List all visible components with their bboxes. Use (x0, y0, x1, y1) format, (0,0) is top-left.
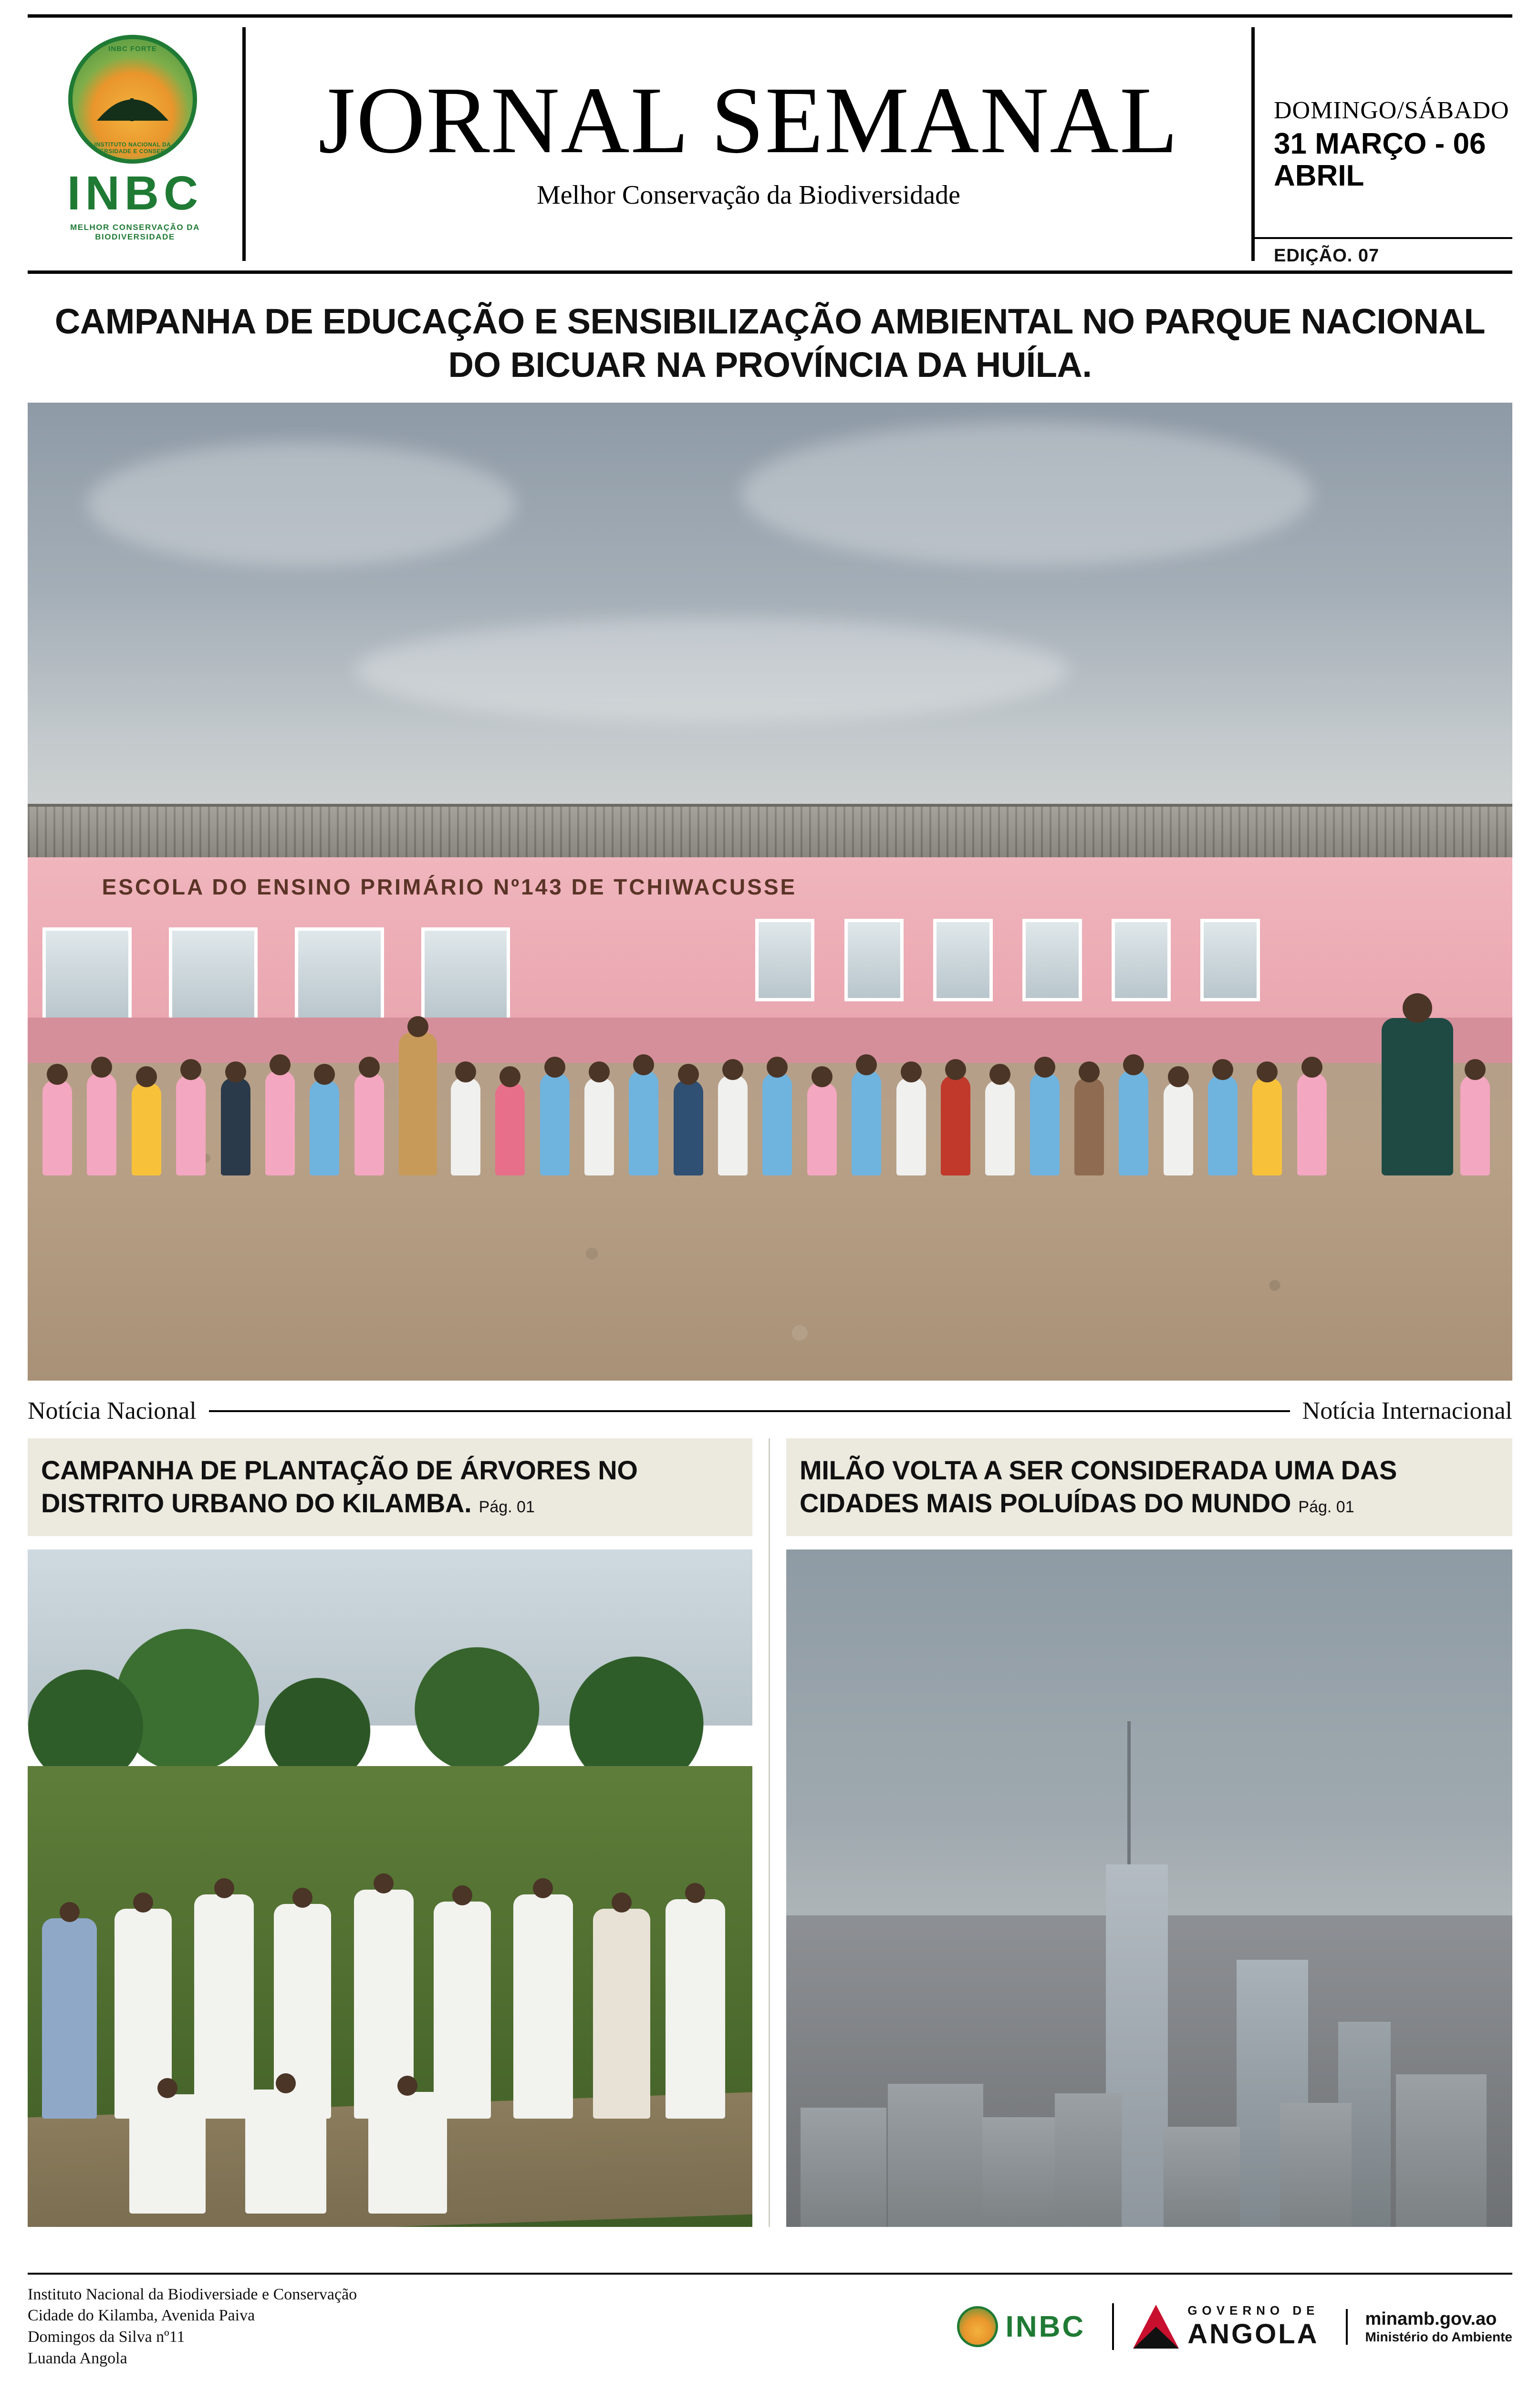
story-international-page-ref: Pág. 01 (1298, 1498, 1354, 1517)
section-rule-line (209, 1410, 1290, 1412)
story-international-title-text: MILÃO VOLTA A SER CONSIDERADA UMA DAS CIDADES MAIS POLUÍDAS DO MUNDO (800, 1455, 1397, 1518)
volunteer (194, 1894, 254, 2119)
lead-photo (28, 403, 1512, 1381)
volunteer (42, 1918, 97, 2119)
park-ranger (1382, 1018, 1453, 1175)
government-text-block (1187, 2303, 1319, 2350)
footer-inbc-text: INBC (1005, 2310, 1086, 2343)
masthead-title-block (246, 18, 1251, 270)
student (762, 1073, 792, 1175)
student (451, 1078, 480, 1175)
student (1164, 1082, 1193, 1175)
volunteer (593, 1909, 650, 2119)
student (132, 1082, 161, 1175)
student (176, 1075, 206, 1175)
volunteer-kneeling (129, 2094, 206, 2214)
student (584, 1078, 614, 1175)
student (265, 1071, 295, 1175)
footer-government-logo (1112, 2303, 1319, 2350)
masthead-divider-left (242, 27, 246, 261)
logo-acronym: INBC (67, 166, 203, 220)
story-national-title-text: CAMPANHA DE PLANTAÇÃO DE ÁRVORES NO DISTRITO URBANO DO KILAMBA. (41, 1455, 638, 1518)
student (1074, 1078, 1104, 1175)
address-line-3: Domingos da Silva nº11 (28, 2328, 185, 2346)
story-national-photo (28, 1549, 752, 2227)
building (1396, 2074, 1487, 2227)
section-label-international: Notícia Internacional (1302, 1397, 1512, 1425)
masthead-date-block (1255, 18, 1512, 270)
footer (28, 2273, 1512, 2370)
section-rule-bar (28, 1397, 1512, 1425)
government-label-small: GOVERNO DE (1187, 2303, 1320, 2318)
cloud-shape (87, 442, 516, 566)
story-international-title (800, 1454, 1499, 1520)
student (1460, 1075, 1490, 1175)
date-weekday: DOMINGO/SÁBADO (1274, 96, 1509, 124)
edition-number: EDIÇÃO. 07 (1274, 246, 1380, 266)
adult-visitor (399, 1032, 437, 1175)
volunteer (434, 1902, 491, 2119)
inbc-emblem-icon-small (957, 2306, 998, 2347)
student (42, 1080, 72, 1175)
date-range: 31 MARÇO - 06 ABRIL (1274, 127, 1486, 192)
address-line-2: Cidade do Kilamba, Avenida Paiva (28, 2307, 255, 2325)
logo-ring-bottom-label: INSTITUTO NACIONAL DA BIODIVERSIDADE E CONSERVAÇÃO (79, 141, 187, 155)
lead-headline: CAMPANHA DE EDUCAÇÃO E SENSIBILIZAÇÃO AMBIENTAL NO PARQUE NACIONAL DO BICUAR NA PROVÍNCIA DA HUÍLA. (54, 302, 1486, 385)
story-national-page-ref: Pág. 01 (479, 1498, 535, 1517)
address-line-1: Instituto Nacional da Biodiversiade e Conservação (28, 2285, 357, 2303)
cloud-shape (354, 618, 1070, 723)
story-international-header (786, 1438, 1512, 1536)
story-national-title (41, 1454, 739, 1520)
student (1030, 1073, 1060, 1175)
masthead (28, 14, 1512, 274)
government-label-big: ANGOLA (1187, 2319, 1319, 2350)
student (629, 1071, 658, 1175)
acacia-tree-icon (92, 71, 173, 123)
student (310, 1080, 339, 1175)
footer-inbc-logo (957, 2306, 1086, 2347)
student (540, 1073, 570, 1175)
section-label-national: Notícia Nacional (28, 1397, 197, 1425)
masthead-divider-right (1251, 27, 1255, 261)
page-title: JORNAL SEMANAL (318, 68, 1179, 173)
student (1119, 1071, 1148, 1175)
story-columns (28, 1438, 1512, 2227)
school-roof (28, 804, 1512, 861)
building (888, 2084, 983, 2227)
column-international (770, 1438, 1512, 2227)
building (982, 2117, 1063, 2227)
students-crowd (28, 941, 1512, 1175)
inbc-emblem-icon (68, 35, 197, 164)
student (1208, 1075, 1238, 1175)
building (1164, 2127, 1240, 2227)
tower-spire (1127, 1721, 1131, 1864)
building (801, 2108, 886, 2227)
logo-subtitle: MELHOR CONSERVAÇÃO DA BIODIVERSIDADE (70, 223, 200, 241)
student (852, 1071, 881, 1175)
volunteer-kneeling (368, 2092, 447, 2214)
student (985, 1080, 1015, 1175)
angola-flag-icon (1133, 2305, 1179, 2349)
volunteer (666, 1899, 725, 2119)
student (495, 1082, 525, 1175)
column-national (28, 1438, 770, 2227)
student (674, 1080, 703, 1175)
ministry-website: minamb.gov.ao (1365, 2308, 1497, 2329)
inbc-logo (28, 18, 242, 270)
address-line-4: Luanda Angola (28, 2350, 127, 2368)
student (1297, 1073, 1327, 1175)
student (221, 1078, 250, 1175)
logo-ring-top-label: INBC FORTE (108, 45, 157, 53)
building (1280, 2103, 1352, 2227)
student (896, 1078, 926, 1175)
footer-ministry-logo (1346, 2309, 1512, 2345)
school-sign-text: ESCOLA DO ENSINO PRIMÁRIO Nº143 DE TCHIWACUSSE (102, 874, 797, 899)
student (941, 1075, 970, 1175)
cloud-shape (740, 422, 1313, 565)
tree-line (28, 1604, 752, 1780)
paper-tagline: Melhor Conservação da Biodiversidade (537, 180, 960, 210)
student (718, 1075, 748, 1175)
footer-logos (957, 2303, 1512, 2350)
footer-address (28, 2284, 357, 2370)
ministry-name: Ministério do Ambiente (1365, 2329, 1512, 2344)
newspaper-page (0, 14, 1540, 2381)
student (1252, 1078, 1282, 1175)
student (807, 1082, 837, 1175)
student (354, 1073, 384, 1175)
volunteer (513, 1894, 573, 2119)
edition-block (1255, 237, 1512, 271)
story-national-header (28, 1438, 752, 1536)
student (87, 1073, 116, 1175)
volunteer-kneeling (245, 2090, 326, 2214)
story-international-photo (786, 1549, 1512, 2227)
building (1055, 2093, 1122, 2227)
